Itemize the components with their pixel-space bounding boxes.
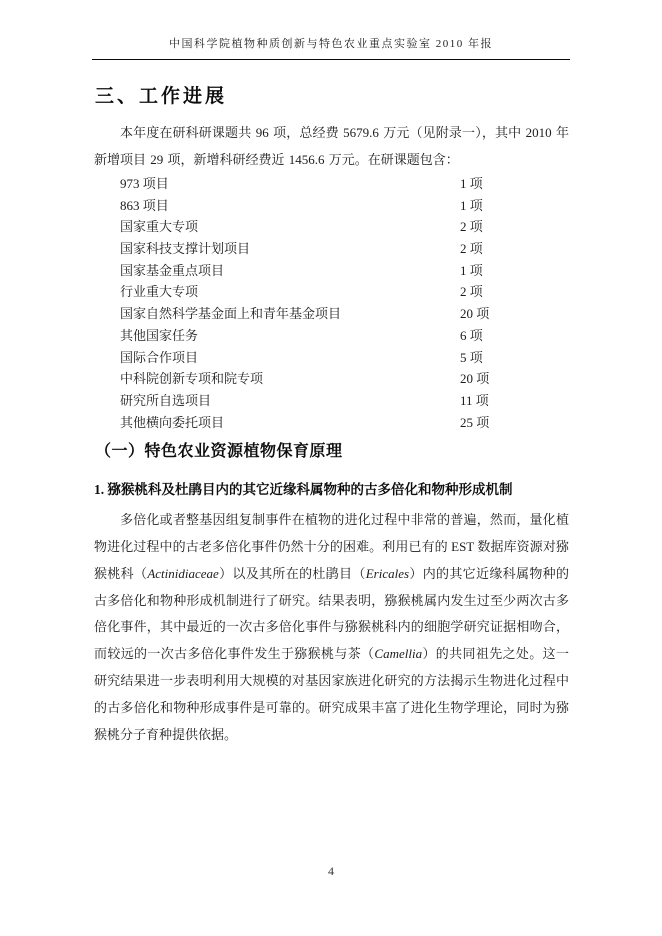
project-label: 973 项目 <box>120 176 169 191</box>
project-count: 2 项 <box>460 219 483 235</box>
project-list <box>120 173 569 433</box>
project-label: 863 项目 <box>120 197 169 213</box>
project-row <box>120 303 569 325</box>
intro-paragraph: 本年度在研科研课题共 96 项，总经费 5679.6 万元（见附录一），其中 2010 年新增项目 29 项，新增科研经费近 1456.6 万元。在研课题包含： <box>94 125 569 167</box>
project-count: 1 项 <box>460 197 483 213</box>
report-header: 中国科学院植物种质创新与特色农业重点实验室 2010 年报 <box>169 38 493 50</box>
project-count: 11 项 <box>460 392 489 408</box>
header-rule <box>92 59 570 60</box>
topic-heading: 1. 猕猴桃科及杜鹃目内的其它近缘科属物种的古多倍化和物种形成机制 <box>94 482 513 498</box>
project-row <box>120 412 569 434</box>
project-count: 20 项 <box>460 306 490 322</box>
project-count: 25 项 <box>460 414 490 430</box>
project-label: 其他横向委托项目 <box>120 414 225 430</box>
project-row <box>120 238 569 260</box>
project-count: 1 项 <box>460 176 483 191</box>
project-row <box>120 347 569 369</box>
project-row <box>120 195 569 217</box>
project-count: 6 项 <box>460 327 483 343</box>
subsection-heading: （一）特色农业资源植物保育原理 <box>95 443 343 461</box>
project-row <box>120 281 569 303</box>
project-row <box>120 173 569 195</box>
project-count: 20 项 <box>460 371 490 387</box>
project-row <box>120 390 569 412</box>
project-label: 国家重大专项 <box>120 219 199 235</box>
project-count: 2 项 <box>460 241 483 257</box>
page-number: 4 <box>328 864 334 878</box>
project-count: 1 项 <box>460 262 483 278</box>
project-count: 5 项 <box>460 349 483 365</box>
project-label: 中科院创新专项和院专项 <box>120 371 264 387</box>
project-row <box>120 260 569 282</box>
project-label: 国家基金重点项目 <box>120 262 225 278</box>
project-row <box>120 368 569 390</box>
project-label: 国际合作项目 <box>120 349 199 365</box>
project-row <box>120 325 569 347</box>
project-count: 2 项 <box>460 284 483 300</box>
project-row <box>120 216 569 238</box>
project-label: 其他国家任务 <box>120 327 199 343</box>
section-title: 三、工作进展 <box>95 86 228 107</box>
project-label: 国家自然科学基金面上和青年基金项目 <box>120 306 342 322</box>
project-label: 国家科技支撑计划项目 <box>120 241 251 257</box>
project-label: 研究所自选项目 <box>120 392 212 408</box>
project-label: 行业重大专项 <box>120 284 199 300</box>
body-paragraph: 多倍化或者整基因组复制事件在植物的进化过程中非常的普遍，然而，量化植物进化过程中的古老多倍化事件仍然十分的困难。利用已有的 EST 数据库资源对猕猴桃科（Actinidiaceae）以及其所在的杜鹃目（Ericales）内的其它近缘科属物种的古多倍化和物种形成机制进行了研究。结果表明，猕猴桃属内发生过至少两次古多倍化事件，其中最近的一次古多倍化事件与猕猴桃科内的细胞学研究证据相吻合，而较远的一次古多倍化事件发生于猕猴桃与茶（Camellia）的共同祖先之处。这一研究结果进一步表明利用大规模的对基因家族进化研究的方法揭示生物进化过程中的古多倍化和物种形成事件是可靠的。研究成果丰富了进化生物学理论，同时为猕猴桃分子育种提供依据。 <box>94 512 569 742</box>
